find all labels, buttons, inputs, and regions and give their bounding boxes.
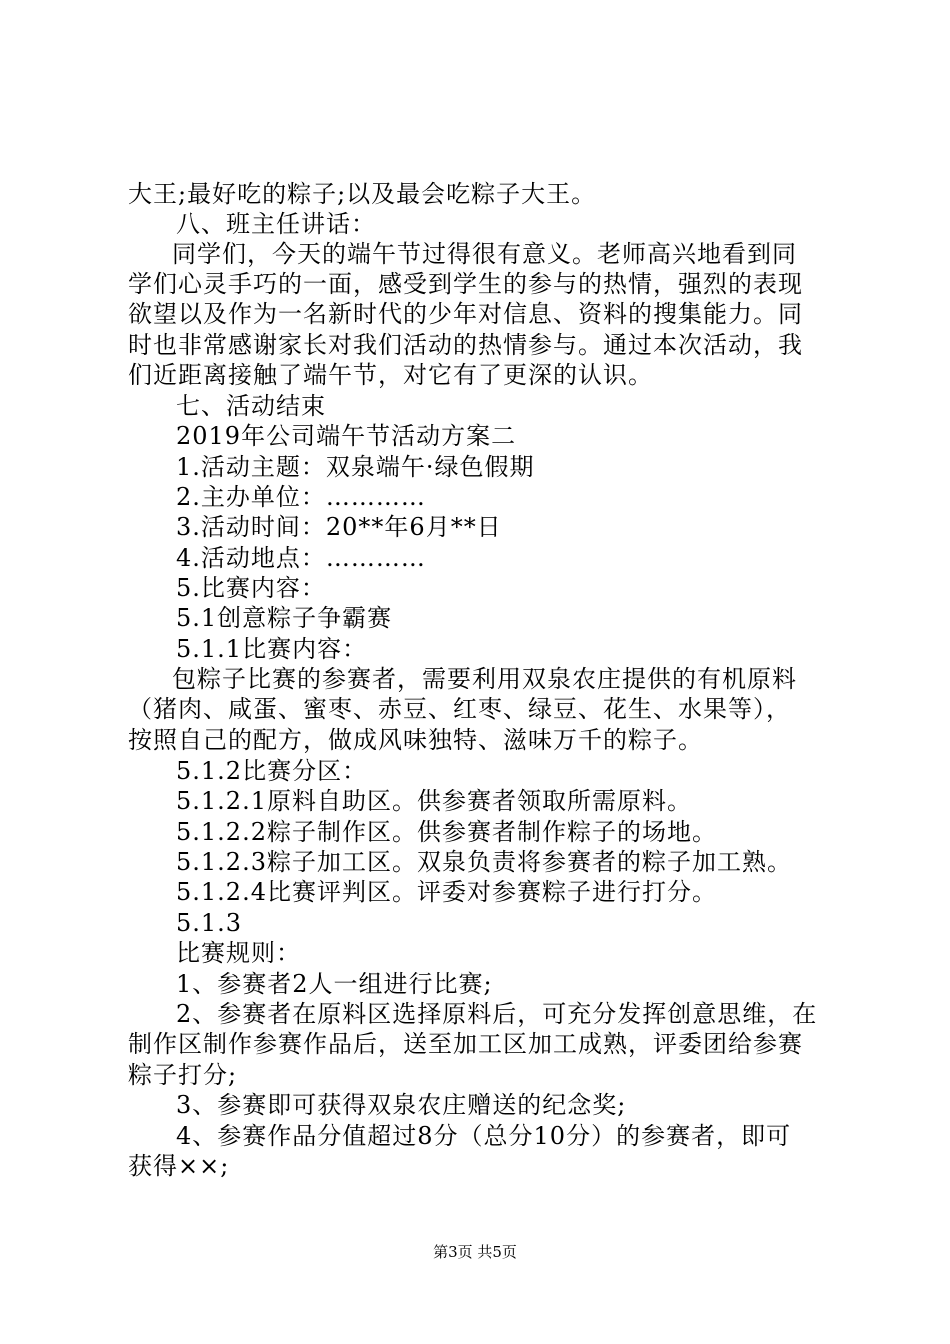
text-line: 2、参赛者在原料区选择原料后，可充分发挥创意思维，在 bbox=[176, 1000, 818, 1028]
text-line: 5.1.2.4比赛评判区。评委对参赛粽子进行打分。 bbox=[176, 878, 717, 906]
text-line: 获得××; bbox=[128, 1152, 230, 1180]
text-line: 5.比赛内容： bbox=[176, 574, 326, 602]
text-line: 5.1.2.3粽子加工区。双泉负责将参赛者的粽子加工熟。 bbox=[176, 848, 792, 876]
text-line: 比赛规则： bbox=[176, 939, 301, 967]
text-line: 4、参赛作品分值超过8分（总分10分）的参赛者，即可 bbox=[176, 1122, 792, 1150]
text-line: 2.主办单位：………… bbox=[176, 483, 426, 511]
text-line: 同学们，今天的端午节过得很有意义。老师高兴地看到同 bbox=[172, 240, 797, 268]
text-line: 包粽子比赛的参赛者，需要利用双泉农庄提供的有机原料 bbox=[172, 665, 797, 693]
text-line: 按照自己的配方，做成风味独特、滋味万千的粽子。 bbox=[128, 726, 703, 754]
text-line: 制作区制作参赛作品后，送至加工区加工成熟，评委团给参赛 bbox=[128, 1030, 803, 1058]
text-line: 1、参赛者2人一组进行比赛; bbox=[176, 970, 493, 998]
text-line: 5.1.2.1原料自助区。供参赛者领取所需原料。 bbox=[176, 787, 692, 815]
text-line: 3.活动时间：20**年6月**日 bbox=[176, 513, 502, 541]
text-line: 5.1.3 bbox=[176, 909, 243, 937]
text-line: 5.1.2比赛分区： bbox=[176, 757, 368, 785]
page-number-footer: 第3页 共5页 bbox=[433, 1243, 517, 1261]
text-line: 大王;最好吃的粽子;以及最会吃粽子大王。 bbox=[128, 180, 597, 208]
text-line: 1.活动主题：双泉端午·绿色假期 bbox=[176, 453, 535, 481]
text-line: 5.1创意粽子争霸赛 bbox=[176, 604, 393, 632]
text-line: 粽子打分; bbox=[128, 1061, 238, 1089]
text-line: 学们心灵手巧的一面，感受到学生的参与的热情，强烈的表现 bbox=[128, 270, 803, 298]
text-line: 4.活动地点：………… bbox=[176, 544, 426, 572]
text-line: 5.1.2.2粽子制作区。供参赛者制作粽子的场地。 bbox=[176, 818, 717, 846]
text-line: （猪肉、咸蛋、蜜枣、赤豆、红枣、绿豆、花生、水果等）， bbox=[128, 695, 791, 723]
text-line: 欲望以及作为一名新时代的少年对信息、资料的搜集能力。同 bbox=[128, 300, 803, 328]
text-line: 3、参赛即可获得双泉农庄赠送的纪念奖; bbox=[176, 1091, 627, 1119]
section-heading: 七、活动结束 bbox=[176, 392, 326, 420]
text-line: 时也非常感谢家长对我们活动的热情参与。通过本次活动，我 bbox=[128, 331, 803, 359]
section-heading: 八、班主任讲话： bbox=[176, 210, 376, 238]
document-subtitle: 2019年公司端午节活动方案二 bbox=[176, 422, 517, 450]
text-line: 5.1.1比赛内容： bbox=[176, 635, 368, 663]
text-line: 们近距离接触了端午节，对它有了更深的认识。 bbox=[128, 361, 653, 389]
